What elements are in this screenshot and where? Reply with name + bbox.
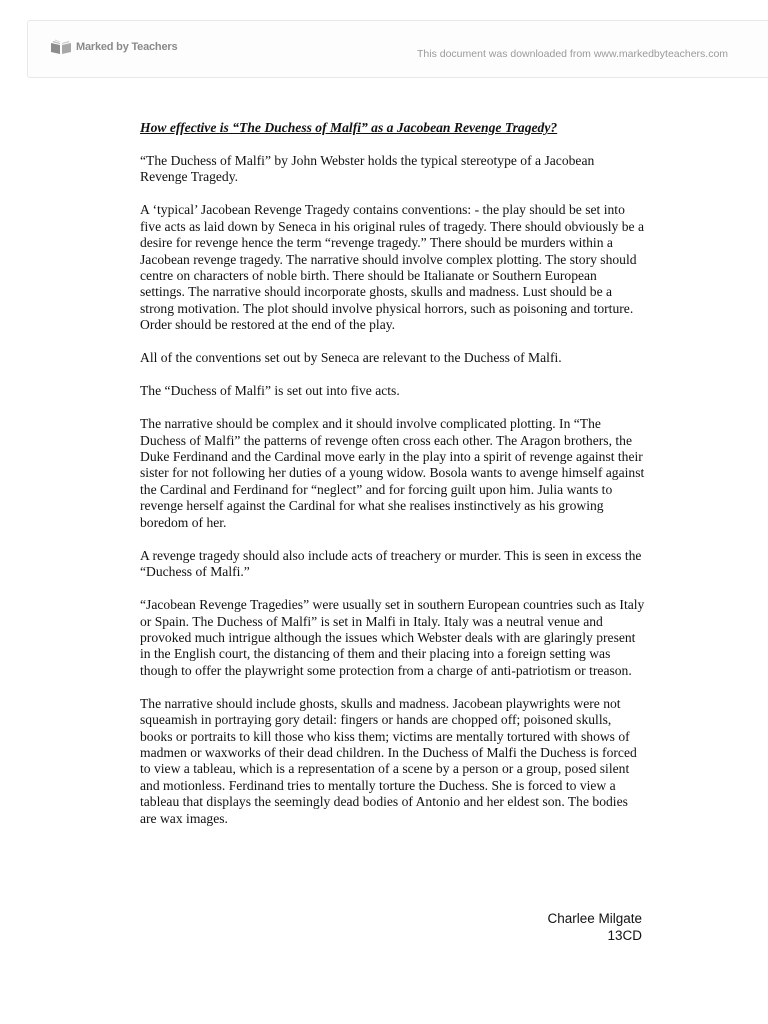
paragraph-ghosts-skulls: The narrative should include ghosts, skulls and madness. Jacobean playwrights were not squeamish in portraying gory detail: fingers or hands are chopped off; poisoned skulls, books or portraits to kill those who kiss them; victims are mentally tortured with shows of madmen or waxworks of their dead children. In the Duchess of Malfi the Duchess is forced to view a tableau, which is a representation of a scene by a person or a group, posed silent and motionless. Ferdinand tries to mentally torture the Duchess. She is forced to view a tableau that displays the seemingly dead bodies of Antonio and her eldest son. The bodies are wax images. xyxy=(140,695,637,826)
essay-body xyxy=(140,120,645,844)
author-name: Charlee Milgate xyxy=(547,911,642,926)
paragraph-setting: “Jacobean Revenge Tragedies” were usually set in southern European countries such as Italy or Spain. The Duchess of Malfi” is set in Malfi in Italy. Italy was a neutral venue and provoked much intrigue although the issues which Webster deals with are glaringly present in the English court, the distancing of them and their placing into a foreign setting was though to offer the playwright some protection from a charge of anti-patriotism or treason. xyxy=(140,597,645,678)
paragraph-seneca: All of the conventions set out by Seneca are relevant to the Duchess of Malfi. xyxy=(140,350,562,366)
open-book-icon xyxy=(50,39,72,55)
marked-by-teachers-logo[interactable] xyxy=(50,39,177,55)
author-signature xyxy=(547,910,642,944)
logo-text: Marked by Teachers xyxy=(76,41,178,53)
paragraph-treachery: A revenge tragedy should also include acts of treachery or murder. This is seen in excess the “Duchess of Malfi.” xyxy=(140,547,642,580)
essay-title: How effective is “The Duchess of Malfi” as a Jacobean Revenge Tragedy? xyxy=(140,120,558,135)
paragraph-intro: “The Duchess of Malfi” by John Webster holds the typical stereotype of a Jacobean Revenge Tragedy. xyxy=(140,153,595,185)
paragraph-complex-plot: The narrative should be complex and it should involve complicated plotting. In “The Duchess of Malfi” the patterns of revenge often cross each other. The Aragon brothers, the Duke Ferdinand and the Cardinal move early in the play into a spirit of revenge against their sister for not following her duties of a young widow. Bosola wants to avenge himself against the Cardinal and Ferdinand for “neglect” and for forcing guilt upon him. Julia wants to revenge herself against the Cardinal for what she realises instinctively as his growing boredom of her. xyxy=(140,416,645,530)
download-notice: This document was downloaded from www.markedbyteachers.com xyxy=(417,48,729,60)
author-class: 13CD xyxy=(607,928,642,943)
download-banner xyxy=(27,20,768,78)
paragraph-five-acts: The “Duchess of Malfi” is set out into five acts. xyxy=(140,383,400,399)
paragraph-conventions: A ‘typical’ Jacobean Revenge Tragedy contains conventions: - the play should be set into five acts as laid down by Seneca in his original rules of tragedy. There should obviously be a desire for revenge hence the term “revenge tragedy.” There should be murders within a Jacobean revenge tragedy. The narrative should involve complex plotting. The story should centre on characters of noble birth. There should be Italianate or Southern European settings. The narrative should incorporate ghosts, skulls and madness. Lust should be a strong motivation. The plot should involve physical horrors, such as poisoning and torture. Order should be restored at the end of the play. xyxy=(140,202,644,333)
